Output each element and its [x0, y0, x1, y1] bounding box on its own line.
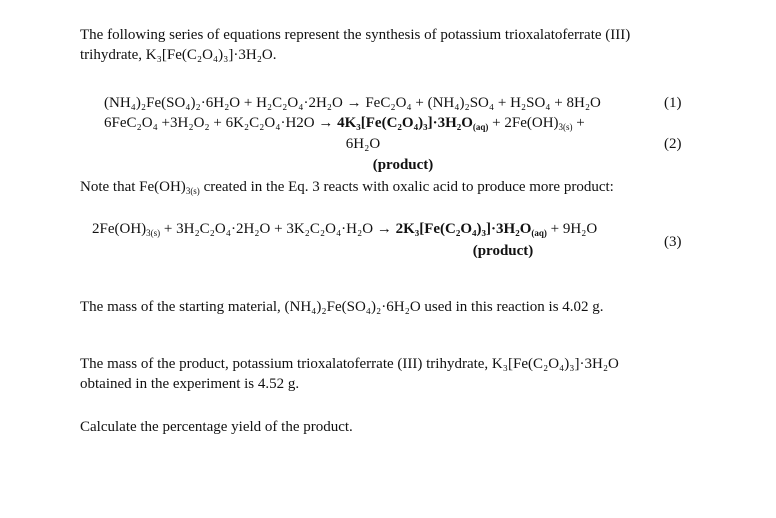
note-text	[80, 178, 614, 196]
question: Calculate the percentage yield of the product.	[80, 419, 353, 435]
equation-3-number: (3)	[664, 234, 682, 250]
mass-product-line-1: The mass of the product, potassium trioxalatoferrate (III) trihydrate, K₃[Fe(C₂O₄)₃]·3H₂O	[80, 356, 619, 372]
equation-3	[92, 220, 597, 238]
equation-2-number: (2)	[664, 136, 682, 152]
equation-3-product-state: (aq)	[531, 228, 547, 238]
equation-3-water: + 9H₂O	[546, 221, 598, 237]
equation-1: (NH₄)₂Fe(SO₄)₂·6H₂O + H₂C₂O₄·2H₂O → FeC₂O₄ + (NH₄)₂SO₄ + H₂SO₄ + 8H₂O	[104, 95, 601, 111]
equation-2-byproduct-state: 3(s)	[558, 122, 573, 132]
note-subscript: 3(s)	[185, 186, 200, 196]
equation-2-product: 4K₃[Fe(C₂O₄)₃]·3H₂O	[337, 115, 473, 131]
equation-3-reactant-1: 2Fe(OH)	[92, 221, 147, 237]
equation-3-reactant-1-state: 3(s)	[146, 228, 161, 238]
equation-1-number: (1)	[664, 95, 682, 111]
note-before: Note that Fe(OH)	[80, 179, 186, 195]
equation-2-byproduct: + 2Fe(OH)	[488, 115, 559, 131]
equation-2-product-label: (product)	[372, 157, 434, 173]
note-after: created in the Eq. 3 reacts with oxalic acid to produce more product:	[199, 179, 614, 195]
equation-3-product-label: (product)	[472, 243, 534, 259]
equation-2-plus: +	[572, 115, 585, 131]
mass-product-line-2: obtained in the experiment is 4.52 g.	[80, 376, 300, 392]
equation-3-reactants: + 3H₂C₂O₄·2H₂O + 3K₂C₂O₄·H₂O →	[160, 221, 396, 237]
intro-line-2: trihydrate, K₃[Fe(C₂O₄)₃]·3H₂O.	[80, 47, 277, 63]
intro-line-1: The following series of equations represent the synthesis of potassium trioxalatoferrate (III)	[80, 27, 631, 43]
equation-2-line-1	[104, 114, 585, 132]
equation-3-product: 2K₃[Fe(C₂O₄)₃]·3H₂O	[395, 221, 532, 237]
equation-2-reactants: 6FeC₂O₄ +3H₂O₂ + 6K₂C₂O₄·H2O →	[104, 115, 338, 131]
mass-starting-material: The mass of the starting material, (NH₄)₂Fe(SO₄)₂·6H₂O used in this reaction is 4.02 g.	[80, 299, 604, 315]
equation-2-line-2: 6H₂O	[345, 136, 381, 152]
equation-2-product-state: (aq)	[472, 122, 489, 132]
